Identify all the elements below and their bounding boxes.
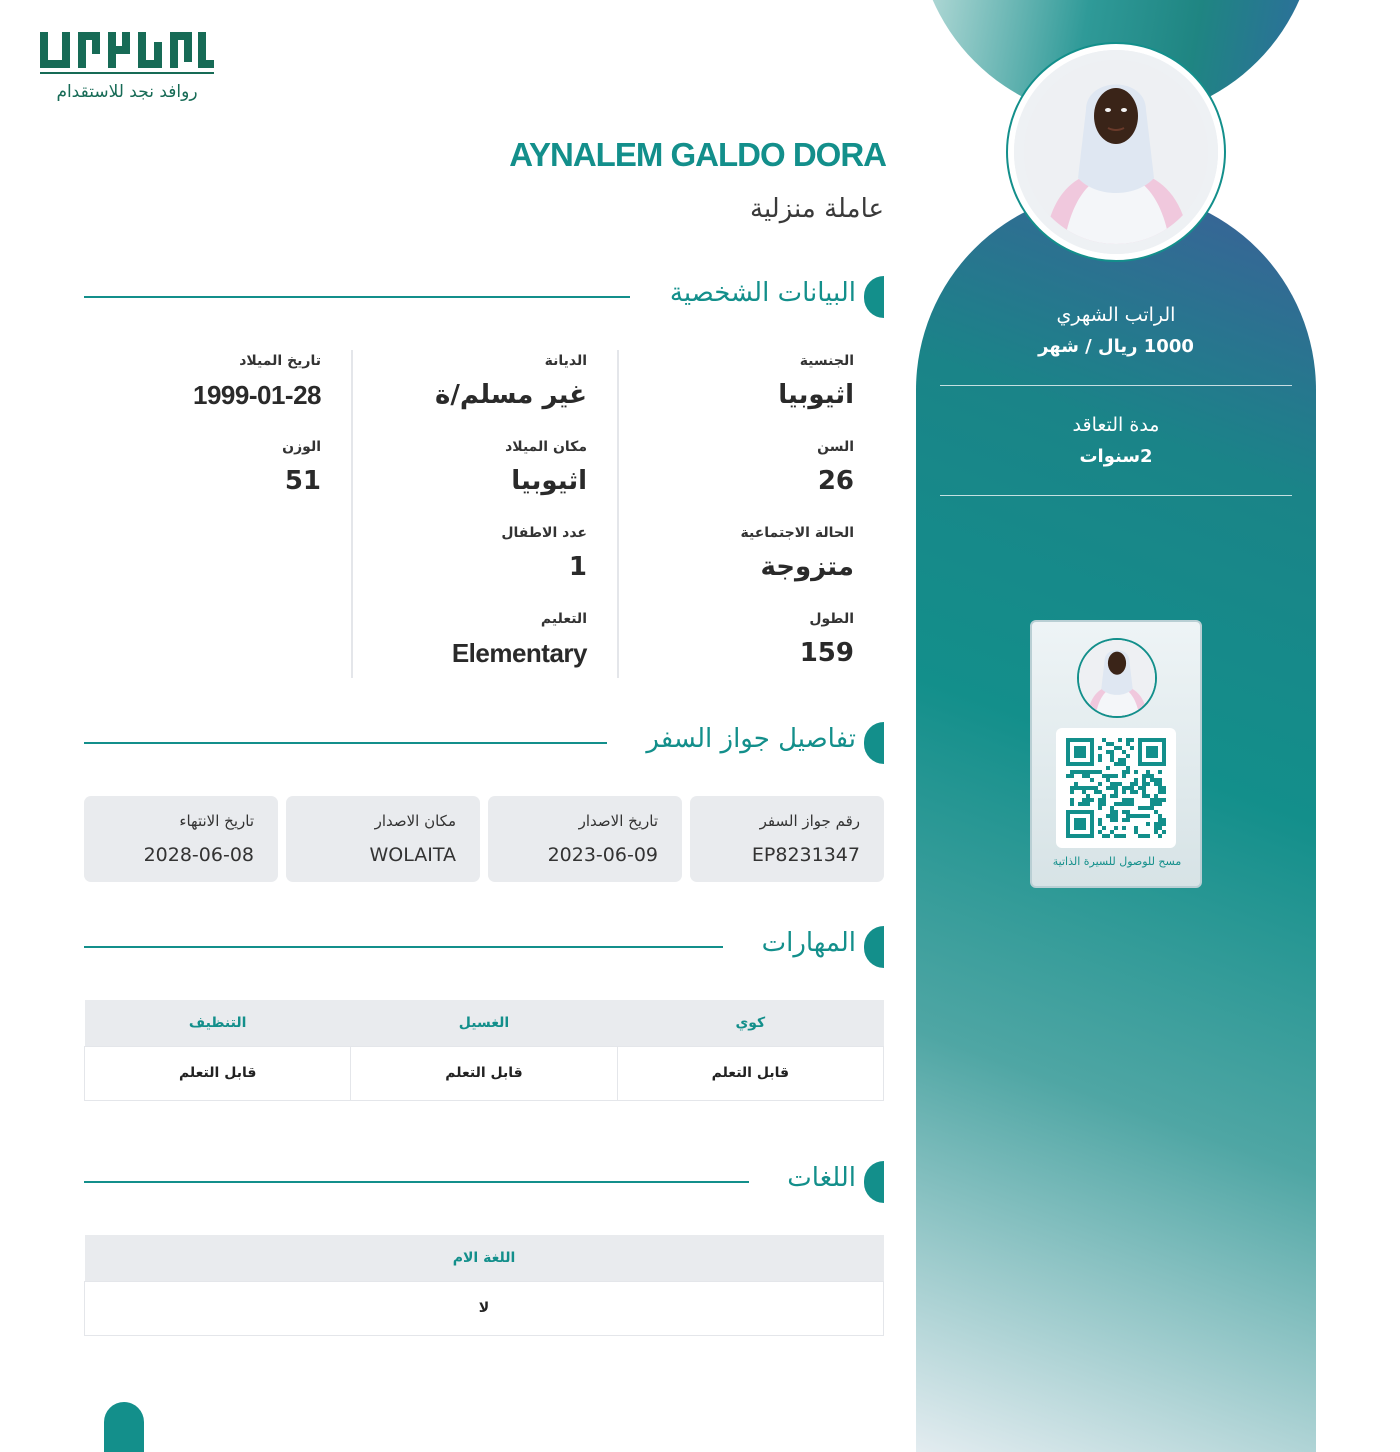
section-rule (84, 946, 723, 948)
salary-value: 1000 ريال / شهر (1038, 336, 1194, 357)
table-header: الغسيل (351, 1000, 617, 1046)
birth-place-label: مكان الميلاد (505, 439, 587, 455)
birth-date-label: تاريخ الميلاد (239, 353, 321, 369)
expiry-date-label: تاريخ الانتهاء (179, 812, 254, 830)
section-title: اللغات (787, 1163, 856, 1193)
table-cell: قابل التعلم (85, 1046, 351, 1100)
profile-photo (1024, 60, 1208, 244)
age-value: 26 (817, 466, 854, 496)
section-title: البيانات الشخصية (669, 278, 856, 308)
logo-mark-icon (38, 28, 218, 78)
table-header: كوي (617, 1000, 883, 1046)
religion-label: الديانة (544, 353, 587, 369)
section-languages (84, 1161, 884, 1203)
marital-value: متزوجة (760, 552, 854, 582)
section-tab (864, 926, 884, 968)
section-rule (84, 1181, 749, 1183)
birth-place-value: اثيوبيا (511, 466, 587, 496)
section-personal (84, 276, 884, 318)
issue-place-value: WOLAITA (369, 844, 456, 866)
religion-value: غير مسلم/ة (434, 380, 587, 410)
children-label: عدد الاطفال (501, 525, 587, 541)
birth-date-value: 1999-01-28 (193, 380, 321, 410)
education-value: Elementary (451, 638, 587, 668)
qr-code-icon (1056, 728, 1176, 848)
expiry-date-card (84, 796, 278, 882)
table-cell: لا (85, 1281, 884, 1335)
section-skills (84, 926, 884, 968)
passport-number-card (690, 796, 884, 882)
table-row (85, 1046, 884, 1100)
sidebar-divider (940, 495, 1292, 496)
section-rule (84, 742, 607, 744)
brand-logo-text: روافد نجد للاستقدام (56, 82, 198, 102)
weight-value: 51 (284, 466, 321, 496)
passport-number-value: EP8231347 (751, 844, 860, 866)
section-title: تفاصيل جواز السفر (646, 724, 856, 754)
marital-label: الحالة الاجتماعية (740, 525, 854, 541)
qr-code[interactable] (1056, 728, 1176, 848)
issue-place-card (286, 796, 480, 882)
page-footer-tab (104, 1402, 144, 1452)
children-value: 1 (568, 552, 587, 582)
section-tab (864, 1161, 884, 1203)
table-header-row (85, 1000, 884, 1046)
section-passport (84, 722, 884, 764)
table-header: اللغة الام (85, 1235, 884, 1281)
contract-value: 2سنوات (1079, 446, 1153, 467)
issue-date-label: تاريخ الاصدار (578, 812, 658, 830)
education-label: التعليم (540, 611, 587, 627)
skills-table (84, 1000, 884, 1101)
table-header: التنظيف (85, 1000, 351, 1046)
contract-label: مدة التعاقد (1072, 414, 1160, 436)
job-title: عاملة منزلية (750, 194, 884, 224)
sidebar-divider (940, 385, 1292, 386)
section-tab (864, 722, 884, 764)
issue-date-value: 2023-06-09 (547, 844, 658, 866)
qr-card-photo (1077, 638, 1157, 718)
section-title: المهارات (761, 928, 856, 958)
table-header-row (85, 1235, 884, 1281)
height-label: الطول (809, 611, 854, 627)
nationality-value: اثيوبيا (778, 380, 854, 410)
salary-label: الراتب الشهري (1056, 304, 1176, 326)
table-cell: قابل التعلم (617, 1046, 883, 1100)
section-rule (84, 296, 630, 298)
expiry-date-value: 2028-06-08 (143, 844, 254, 866)
height-value: 159 (799, 638, 854, 668)
issue-place-label: مكان الاصدار (374, 812, 456, 830)
qr-caption: مسح للوصول للسيرة الذاتية (1052, 855, 1182, 868)
languages-table (84, 1235, 884, 1336)
table-row (85, 1281, 884, 1335)
nationality-label: الجنسية (799, 353, 854, 369)
passport-number-label: رقم جواز السفر (759, 812, 860, 830)
worker-portrait-icon (1079, 640, 1155, 716)
section-tab (864, 276, 884, 318)
worker-portrait-icon (1024, 60, 1208, 244)
issue-date-card (488, 796, 682, 882)
table-cell: قابل التعلم (351, 1046, 617, 1100)
weight-label: الوزن (282, 439, 321, 455)
age-label: السن (817, 439, 854, 455)
qr-card[interactable] (1030, 620, 1202, 888)
worker-name: AYNALEM GALDO DORA (509, 136, 886, 173)
